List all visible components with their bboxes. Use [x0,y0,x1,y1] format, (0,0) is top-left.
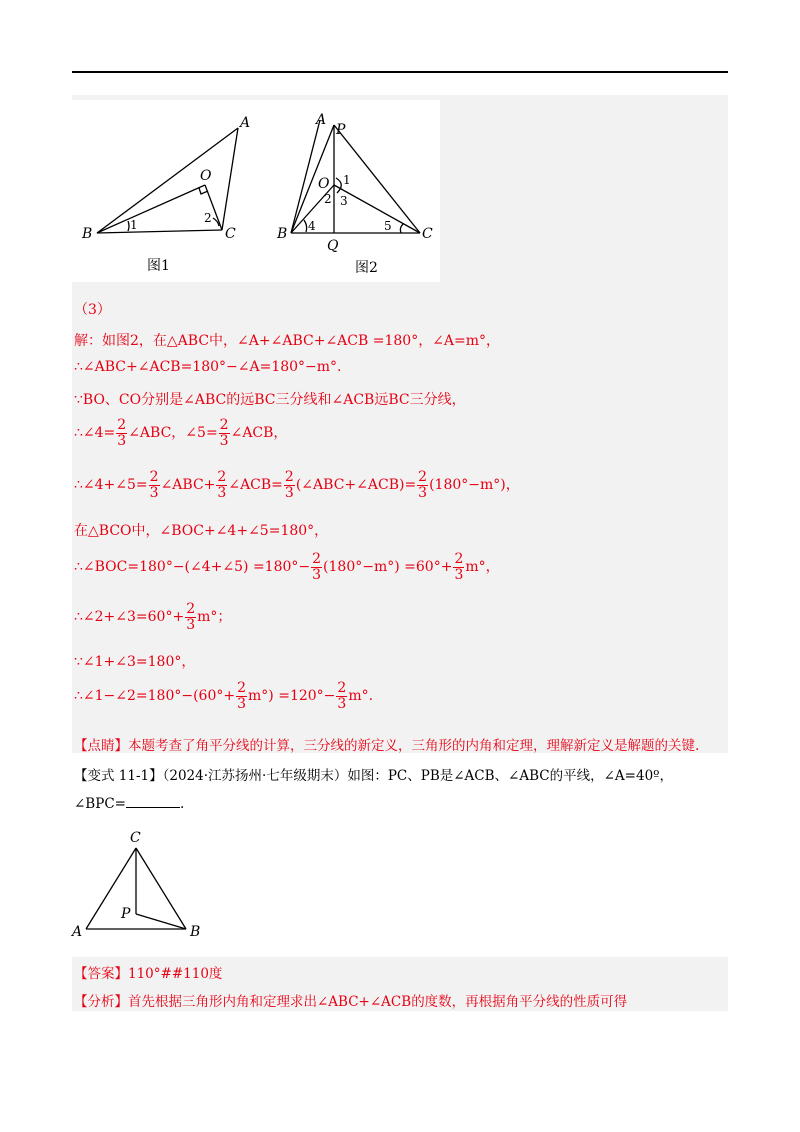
text-part: ∴∠4= [74,425,116,442]
variant-text: 如图：PC、PB是∠ACB、∠ABC的平线，∠A=40º， [347,768,674,784]
solution-line-8 [74,602,231,632]
solution-line-10 [74,681,373,711]
text-part: m°) =120°− [248,688,336,705]
comment-line [74,734,699,754]
fig1-label-c: C [225,226,236,242]
solution-line-2: ∴∠ABC+∠ACB=180°−∠A=180°−m°. [74,359,342,375]
fig1-caption: 图1 [147,258,170,274]
fig2-angle-3: 3 [340,194,348,208]
solution-line-3: ∵BO、CO分别是∠ABC的远BC三分线和∠ACB远BC三分线， [74,392,466,408]
analysis-text: 首先根据三角形内角和定理求出 [128,994,317,1010]
part-label: （3） [74,302,111,318]
solution-line-4 [74,418,287,448]
text-part: ∠ABC，∠5= [128,425,218,442]
fraction: $\frac{2}{3}$ [454,551,464,583]
answer-text: 110°##110度 [128,966,223,982]
fig3-label-c: C [130,830,141,846]
fig3-label-b: B [190,924,201,940]
question-end: . [179,796,185,812]
text-part: ∠ACB， [230,425,288,442]
fig1-angle-2: 2 [204,211,212,225]
fig2-angle-4: 4 [308,219,316,233]
figure-3 [70,826,210,942]
text-part: m°； [197,609,232,626]
answer-line [74,962,222,982]
solution-line-5 [74,470,520,500]
fig2-angle-5: 5 [384,219,392,233]
fraction: $\frac{2}{3}$ [149,469,159,501]
fraction: $\frac{2}{3}$ [219,417,229,449]
variant-question [74,796,184,812]
fraction: $\frac{2}{3}$ [117,417,127,449]
text-part: (180°−m°)， [429,477,520,494]
fraction: $\frac{2}{3}$ [186,601,196,633]
fig2-caption: 图2 [355,260,378,276]
analysis-tag: 【分析】 [74,994,128,1010]
solution-line-1: 解：如图2，在△ABC中，∠A+∠ABC+∠ACB =180°，∠A=m°， [74,333,501,349]
fig2-label-o: O [318,176,330,192]
figures-1-2 [72,100,440,282]
fraction: $\frac{2}{3}$ [312,551,322,583]
answer-tag: 【答案】 [74,966,128,982]
fig2-angle-1: 1 [343,173,351,187]
text-part: ∴∠BOC=180°−(∠4+∠5) =180°− [74,559,311,576]
text-part: ∠ABC+ [160,477,216,494]
fraction: $\frac{2}{3}$ [418,469,428,501]
comment-text: 本题考查了角平分线的计算，三分线的新定义，三角形的内角和定理，理解新定义是解题的关键. [128,738,700,754]
text-part: m°， [465,559,500,576]
text-part: ∠ACB= [228,477,283,494]
fig2-label-a: A [316,112,327,128]
fig1-label-o: O [200,168,212,184]
fraction: $\frac{2}{3}$ [237,680,247,712]
fig2-label-q: Q [327,238,339,254]
variant-tag: 【变式 11-1】 [74,768,163,784]
header-rule [72,71,728,73]
text-part: ∴∠2+∠3=60°+ [74,609,185,626]
text-part: m°. [348,688,374,705]
analysis-line [74,990,627,1010]
fig2-label-c: C [422,226,433,242]
variant-source: （2024·江苏扬州·七年级期末） [162,768,348,784]
solution-line-6: 在△BCO中，∠BOC+∠4+∠5=180°， [74,523,329,539]
fig2-label-p: P [336,122,346,138]
fraction: $\frac{2}{3}$ [337,680,347,712]
comment-tag: 【点睛】 [74,738,128,754]
fig1-label-b: B [82,226,93,242]
question-text: ∠BPC= [74,796,126,812]
solution-line-9: ∵∠1+∠3=180°， [74,654,196,670]
answer-blank [126,807,180,808]
text-part: (∠ABC+∠ACB)= [295,477,417,494]
text-part: ∴∠4+∠5= [74,477,148,494]
fig3-label-a: A [72,924,83,940]
solution-line-7 [74,552,500,582]
analysis-formula: ∠ABC+∠ACB [317,994,412,1010]
analysis-text-end: 的度数，再根据角平分线的性质可得 [411,994,628,1010]
fraction: $\frac{2}{3}$ [284,469,294,501]
fig2-label-b: B [277,226,288,242]
fraction: $\frac{2}{3}$ [217,469,227,501]
fig3-label-p: P [121,906,131,922]
fig1-angle-1: 1 [130,218,138,232]
variant-line [74,764,673,784]
text-part: ∴∠1−∠2=180°−(60°+ [74,688,236,705]
fig2-angle-2: 2 [324,192,332,206]
fig1-label-a: A [240,115,251,131]
text-part: (180°−m°) =60°+ [323,559,453,576]
